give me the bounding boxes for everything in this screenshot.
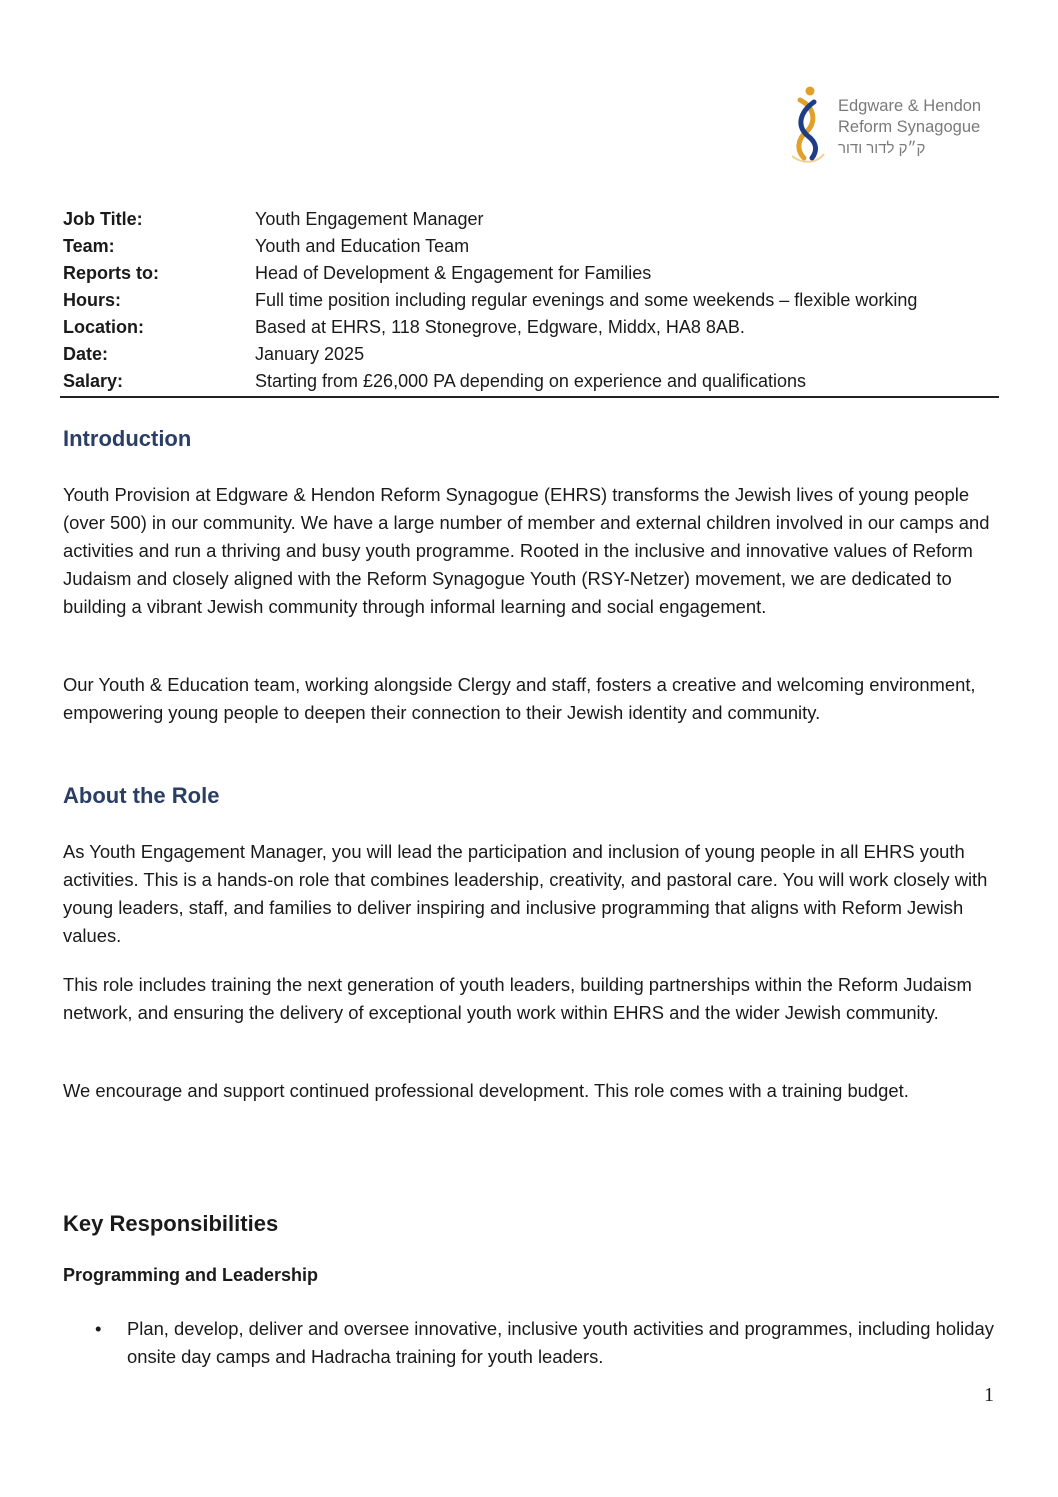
info-row-job-title (63, 206, 999, 233)
info-row-hours (63, 287, 999, 314)
info-value: Full time position including regular evenings and some weekends – flexible working (255, 290, 918, 310)
info-value: Starting from £26,000 PA depending on experience and qualifications (255, 371, 807, 391)
responsibilities-heading: Key Responsibilities (63, 1211, 279, 1236)
logo-line-2: Reform Synagogue (838, 118, 981, 136)
page-number: 1 (984, 1384, 994, 1406)
info-label: Team: (63, 236, 115, 256)
programming-subheading: Programming and Leadership (63, 1265, 319, 1285)
info-label: Reports to: (63, 263, 159, 283)
about-paragraph-2: This role includes training the next generation of youth leaders, building partnerships within the Reform Judaism network, and ensuring the delivery of exceptional youth work within EHRS and the wider Jewish community. (63, 974, 972, 1023)
introduction-heading: Introduction (63, 426, 192, 451)
introduction-paragraph-1: Youth Provision at Edgware & Hendon Reform Synagogue (EHRS) transforms the Jewish lives of young people (over 500) in our community. We have a large number of member and external children involved in our camps and activities and run a thriving and busy youth programme. Rooted in the inclusive and innovative values of Reform Judaism and closely aligned with the Reform Synagogue Youth (RSY-Netzer) movement, we are dedicated to building a vibrant Jewish community through informal learning and social engagement. (63, 484, 990, 617)
info-label: Hours: (63, 290, 121, 310)
job-info-table (63, 206, 999, 395)
ehrs-logo (786, 84, 986, 166)
logo-line-1: Edgware & Hendon (838, 97, 982, 115)
info-row-team (63, 233, 999, 260)
info-label: Salary: (63, 371, 124, 391)
info-value: Youth Engagement Manager (255, 209, 484, 229)
bullet-icon: • (95, 1318, 102, 1339)
info-row-salary (63, 368, 999, 395)
logo-hebrew: ק״ק לדור ודור (838, 140, 926, 157)
list-item-text: Plan, develop, deliver and oversee innovative, inclusive youth activities and programmes, including holiday onsite day camps and Hadracha training for youth leaders. (127, 1318, 994, 1367)
info-label: Location: (63, 317, 144, 337)
introduction-paragraph-2: Our Youth & Education team, working alongside Clergy and staff, fosters a creative and welcoming environment, empowering young people to deepen their connection to their Jewish identity and community. (63, 674, 976, 723)
logo-mark-icon (786, 84, 826, 164)
info-row-location (63, 314, 999, 341)
info-value: Head of Development & Engagement for Families (255, 263, 652, 283)
info-row-reports-to (63, 260, 999, 287)
info-label: Job Title: (63, 209, 143, 229)
info-value: Youth and Education Team (255, 236, 470, 256)
about-paragraph-3: We encourage and support continued professional development. This role comes with a training budget. (63, 1080, 909, 1101)
about-paragraph-1: As Youth Engagement Manager, you will lead the participation and inclusion of young people in all EHRS youth activities. This is a hands-on role that combines leadership, creativity, and pastoral care. You will work closely with young leaders, staff, and families to deliver inspiring and inclusive programming that aligns with Reform Jewish values. (63, 841, 988, 946)
info-value: Based at EHRS, 118 Stonegrove, Edgware, Middx, HA8 8AB. (255, 317, 745, 337)
info-row-date (63, 341, 999, 368)
info-label: Date: (63, 344, 109, 364)
info-value: January 2025 (255, 344, 365, 364)
about-heading: About the Role (63, 783, 220, 808)
header-divider (60, 396, 999, 398)
